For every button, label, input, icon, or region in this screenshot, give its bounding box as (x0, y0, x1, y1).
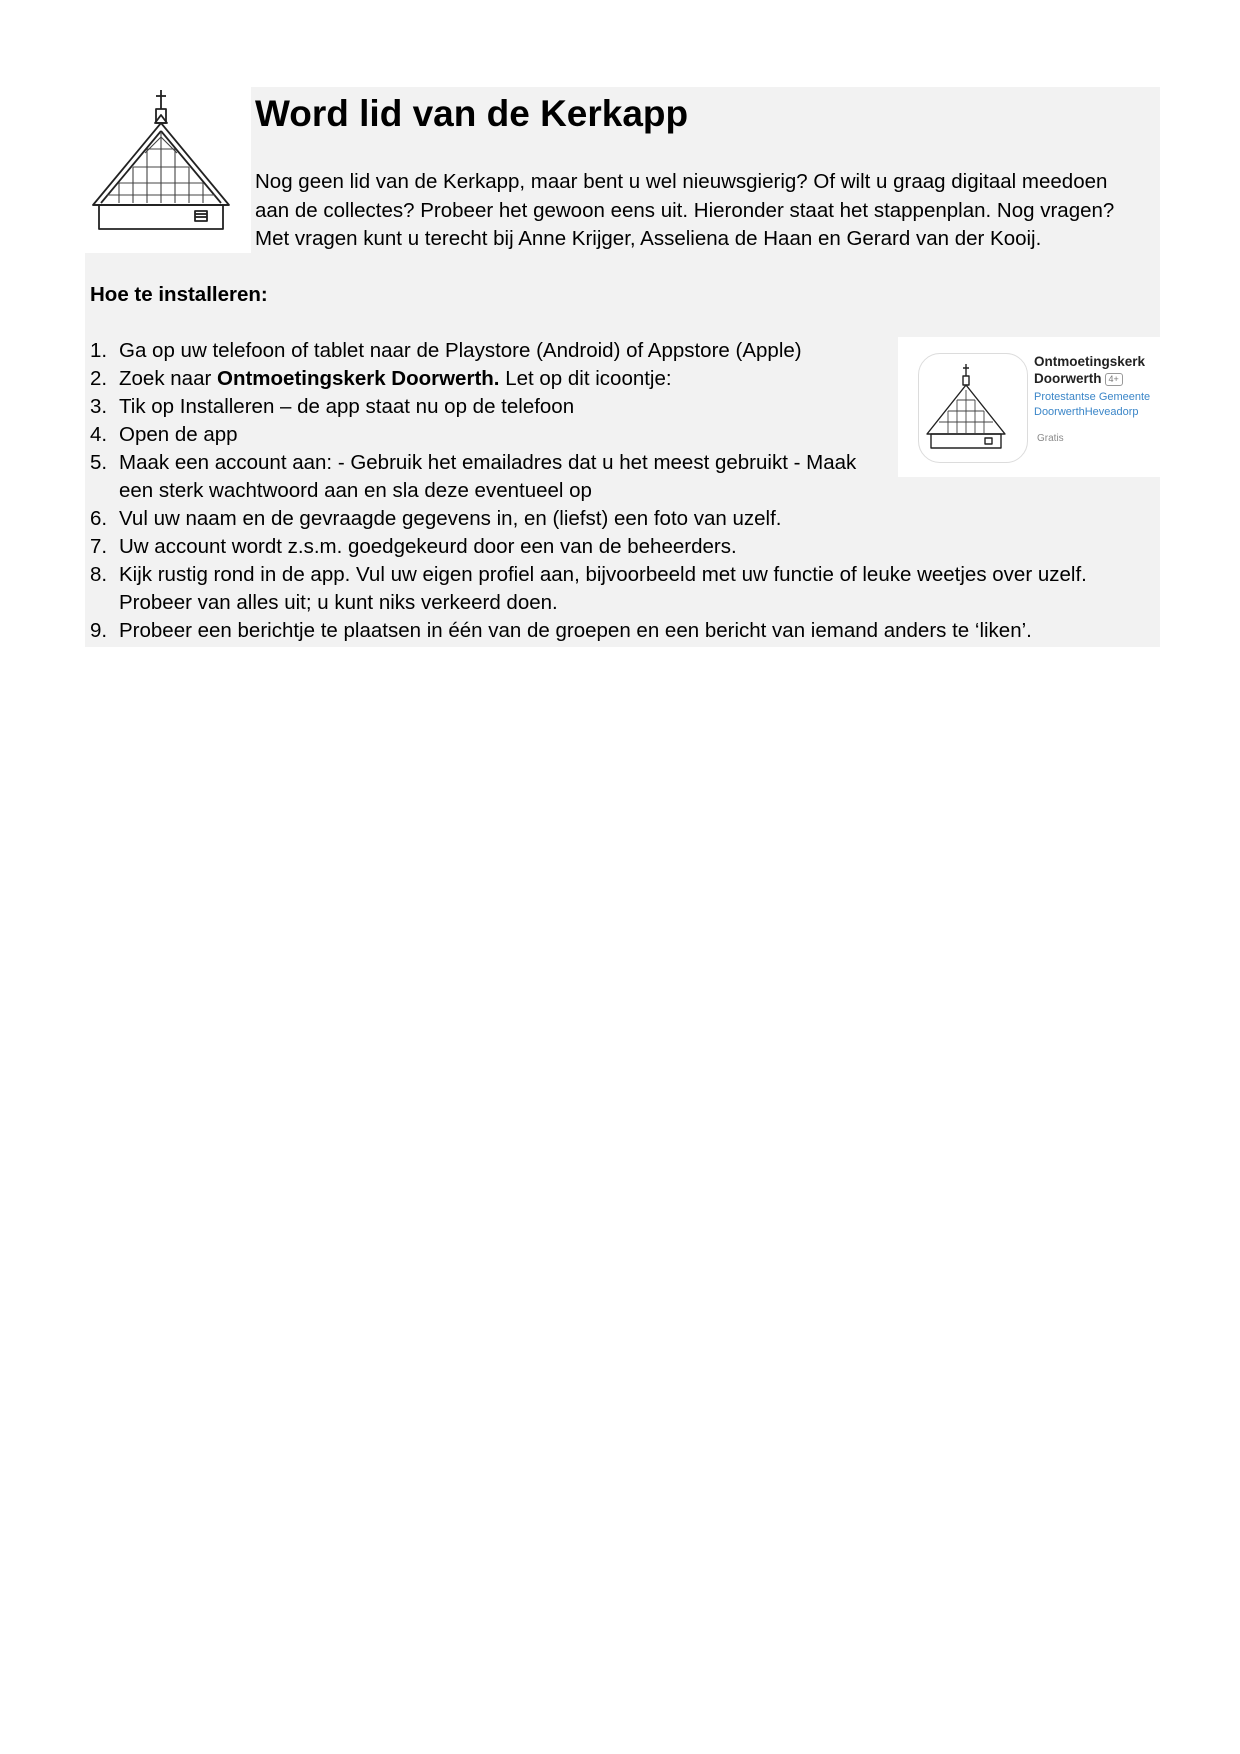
page-title: Word lid van de Kerkapp (255, 93, 689, 134)
step-item (90, 561, 1155, 617)
step-text: een sterk wachtwoord aan en sla deze eventueel op (119, 479, 592, 502)
app-name-highlight: Ontmoetingskerk Doorwerth. (217, 367, 500, 390)
step-number: 3. (90, 395, 108, 418)
step-number: 1. (90, 339, 108, 362)
step-text: Tik op Installeren – de app staat nu op de telefoon (119, 395, 575, 418)
app-title-line (1034, 370, 1145, 387)
step-text: Uw account wordt z.s.m. goedgekeurd door een van de beheerders. (119, 535, 737, 558)
step-number: 2. (90, 367, 108, 390)
app-icon (918, 353, 1028, 463)
intro-line: aan de collectes? Probeer het gewoon eens uit. Hieronder staat het stappenplan. Nog vragen? (255, 198, 1115, 222)
app-price: Gratis (1037, 433, 1064, 444)
step-item (90, 505, 1155, 533)
step-number: 9. (90, 619, 108, 642)
app-store-card (898, 337, 1160, 477)
step-number: 8. (90, 563, 108, 586)
step-text: Ga op uw telefoon of tablet naar de Playstore (Android) of Appstore (Apple) (119, 339, 802, 362)
step-text: Probeer een berichtje te plaatsen in één van de groepen en een bericht van iemand anders te ‘liken’. (119, 619, 1032, 642)
install-heading: Hoe te installeren: (90, 283, 268, 306)
church-logo (85, 87, 251, 253)
step-text-post: Let op dit icoontje: (499, 367, 672, 390)
step-number: 5. (90, 451, 108, 474)
app-title (1034, 353, 1145, 387)
step-text: Open de app (119, 423, 238, 446)
step-text: Maak een account aan: - Gebruik het emailadres dat u het meest gebruikt - Maak (119, 451, 857, 474)
step-text-pre: Zoek naar (119, 367, 217, 390)
step-text: Vul uw naam en de gevraagde gegevens in, en (liefst) een foto van uzelf. (119, 507, 782, 530)
step-item (90, 533, 1155, 561)
app-developer (1034, 390, 1150, 420)
intro-line: Nog geen lid van de Kerkapp, maar bent u wel nieuwsgierig? Of wilt u graag digitaal meedoen (255, 170, 1108, 193)
church-icon (85, 87, 251, 253)
app-title-line2: Doorwerth (1034, 371, 1102, 386)
step-item (90, 617, 1155, 645)
developer-line: Protestantse Gemeente (1034, 391, 1151, 403)
step-number: 7. (90, 535, 108, 558)
step-number: 4. (90, 423, 108, 446)
church-icon (919, 354, 1027, 462)
step-number: 6. (90, 507, 108, 530)
age-rating-badge: 4+ (1105, 373, 1123, 386)
app-title-line: Ontmoetingskerk (1034, 354, 1146, 369)
intro-line: Met vragen kunt u terecht bij Anne Krijger, Asseliena de Haan en Gerard van der Kooij. (255, 227, 1042, 250)
step-text: Probeer van alles uit; u kunt niks verkeerd doen. (119, 591, 558, 614)
developer-line: DoorwerthHeveadorp (1034, 406, 1139, 418)
intro-paragraph (255, 168, 1155, 254)
step-text: Kijk rustig rond in de app. Vul uw eigen profiel aan, bijvoorbeeld met uw functie of leuke weetjes over uzelf. (119, 563, 1087, 586)
